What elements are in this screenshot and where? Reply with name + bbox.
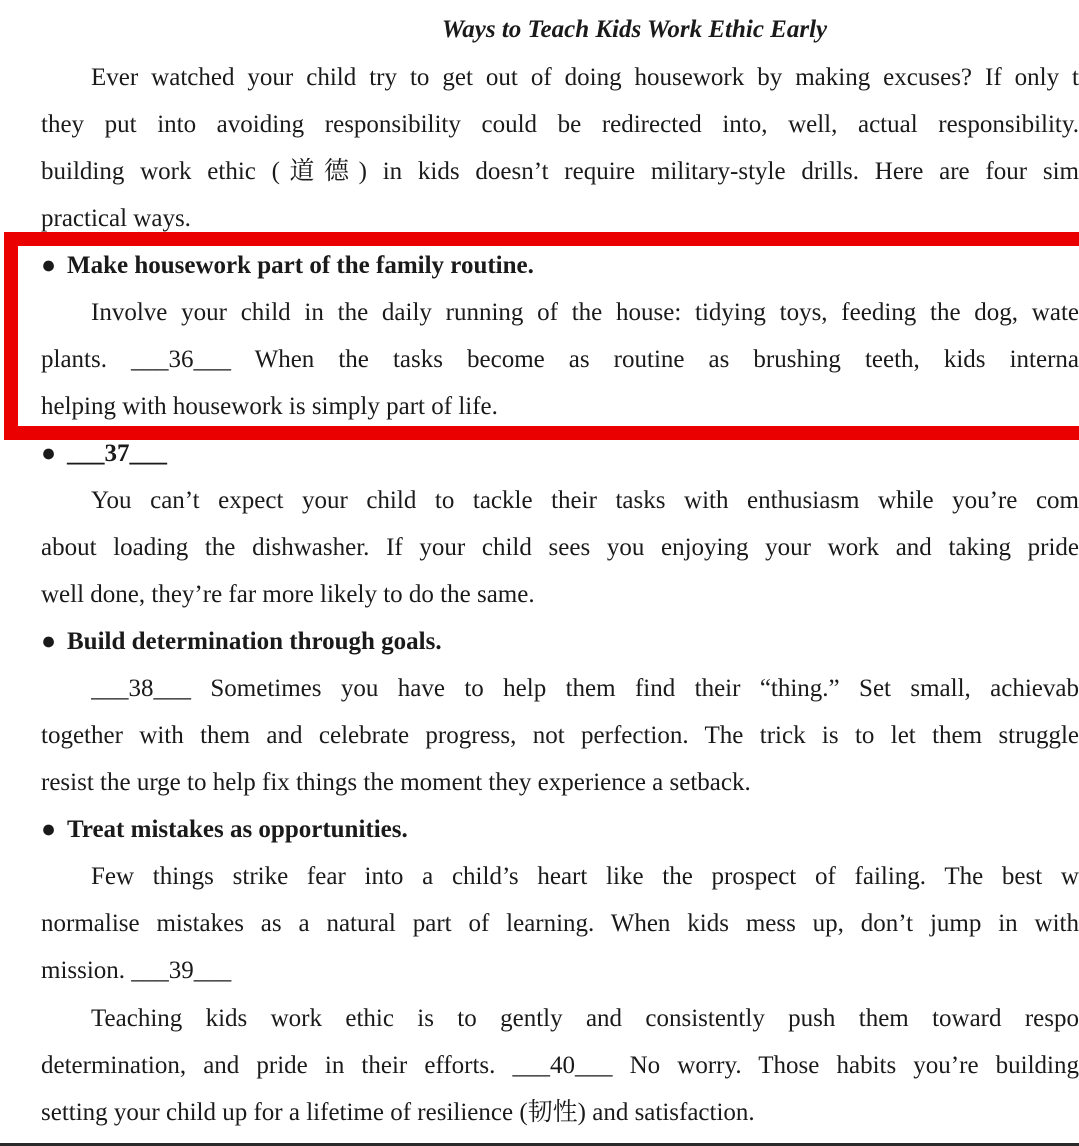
bullet-icon: ● xyxy=(41,252,57,279)
page-title: Ways to Teach Kids Work Ethic Early xyxy=(441,16,828,43)
paragraph-line-blank-38: ___38___ Sometimes you have to help them find their “thing.” Set small, achievab xyxy=(91,675,1079,702)
bullet-icon: ● xyxy=(41,816,57,843)
paragraph-line: Involve your child in the daily running of the house: tidying toys, feeding the dog, wate xyxy=(91,299,1079,326)
paragraph-line: helping with housework is simply part of life. xyxy=(41,393,498,420)
section-heading-mistakes xyxy=(41,815,1079,845)
section-heading-goals xyxy=(41,627,1079,657)
conclusion-line-blank-40: determination, and pride in their efforts. ___40___ No worry. Those habits you’re building xyxy=(41,1052,1079,1079)
heading-text: Treat mistakes as opportunities. xyxy=(67,816,408,843)
paragraph-line: resist the urge to help fix things the moment they experience a setback. xyxy=(41,769,751,796)
paragraph-line: about loading the dishwasher. If your child sees you enjoying your work and taking pride xyxy=(41,534,1079,561)
heading-text: ___37___ xyxy=(67,440,167,467)
paragraph-line: well done, they’re far more likely to do the same. xyxy=(41,581,535,608)
bullet-icon: ● xyxy=(41,628,57,655)
intro-line-4: practical ways. xyxy=(41,205,191,232)
paragraph-line-blank-36: plants. ___36___ When the tasks become as routine as brushing teeth, kids interna xyxy=(41,346,1079,373)
paragraph-line: Few things strike fear into a child’s heart like the prospect of failing. The best w xyxy=(91,863,1079,890)
intro-line-2: they put into avoiding responsibility could be redirected into, well, actual responsibility. xyxy=(41,111,1079,138)
section-heading-blank-37 xyxy=(41,439,1079,469)
paragraph-line: You can’t expect your child to tackle their tasks with enthusiasm while you’re com xyxy=(91,487,1079,514)
section-heading-routine xyxy=(41,251,1079,281)
conclusion-line: Teaching kids work ethic is to gently and consistently push them toward respo xyxy=(91,1005,1079,1032)
bullet-icon: ● xyxy=(41,440,57,467)
intro-line-1: Ever watched your child try to get out of doing housework by making excuses? If only t xyxy=(91,64,1079,91)
paragraph-line: together with them and celebrate progress, not perfection. The trick is to let them struggle xyxy=(41,722,1079,749)
paragraph-line-blank-39: mission. ___39___ xyxy=(41,957,232,984)
heading-text: Build determination through goals. xyxy=(67,628,442,655)
heading-text: Make housework part of the family routine. xyxy=(67,252,534,279)
paragraph-line: normalise mistakes as a natural part of learning. When kids mess up, don’t jump in with xyxy=(41,910,1079,937)
intro-line-3: building work ethic (道德) in kids doesn’t require military-style drills. Here are four sim xyxy=(41,158,1079,185)
conclusion-line: setting your child up for a lifetime of resilience (韧性) and satisfaction. xyxy=(41,1099,755,1126)
